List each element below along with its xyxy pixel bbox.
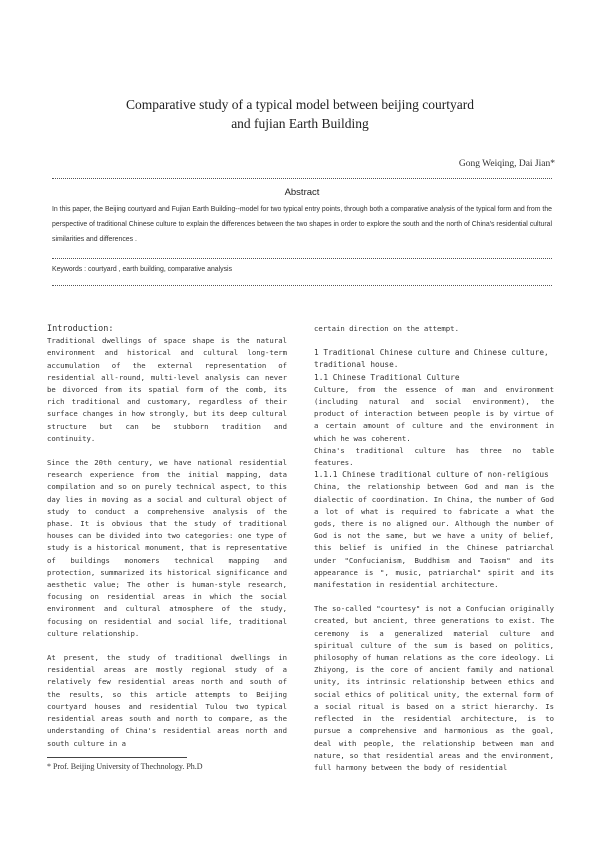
footnote-rule — [47, 757, 187, 758]
features-sentence: China's traditional culture has three no table features. — [314, 445, 554, 468]
dotted-divider-bottom — [52, 285, 552, 286]
abstract-text: In this paper, the Beijing courtyard and Fujian Earth Building--model for two typical entry points, through both a comparative analysis of the typical form and from the perspective of traditional Chinese culture to explain the differences between the two shapes in order to explore the south and the north of China's residential cultural similarities and differences . — [52, 206, 552, 243]
title-line-1: Comparative study of a typical model between beijing courtyard — [126, 97, 474, 112]
introduction-heading: Introduction: — [47, 324, 114, 334]
continued-text: certain direction on the attempt. — [314, 324, 459, 333]
courtesy-paragraph: The so-called "courtesy" is not a Confucian originally created, but ancient, three generations to exist. The ceremony is a generalized material culture and spiritual culture of the sum is based on politics, philosophy of human relations as the core ideology. Li Zhiyong, is the core of ancient family and national unity, its intrinsic relationship between ethics and social ethics of political unity, the external form of a social ritual is based on a strict hierarchy. Is reflected in the residential architecture, is to pursue a comprehensive and harmonious as the goal, deal with people, the relationship between man and nature, so that residential areas and the environment, full harmony between the body of residential — [314, 604, 554, 772]
dotted-divider-top — [52, 178, 552, 179]
section-1-1-heading: 1.1 Chinese Traditional Culture — [314, 372, 460, 382]
keywords: Keywords : courtyard , earth building, comparative analysis — [52, 266, 233, 273]
intro-paragraph-2: Since the 20th century, we have national residential research experience from the initial mapping, data compilation and so on purely technical aspect, to this day lies in moving as a social and cultural object of study to conduct a comprehensive analysis of the phase. It is obvious that the study of traditional houses can be divided into two categories: one type of study is a historical monument, that is representative of buildings monomers technical mapping and protection, summarized its historical significance and aesthetic value; The other is human-style research, focusing on residential areas in which the social environment and cultural atmosphere of the study, focusing on residential and social life, traditional culture relationship. — [47, 458, 287, 638]
section-1-heading-line-1: 1 Traditional Chinese culture and Chinese culture, — [314, 348, 549, 358]
intro-paragraph-3: At present, the study of traditional dwellings in residential areas are mostly regional study of a relatively few residential areas north and south of the results, so this article attempts to Beijing courtyard houses and residential Tulou two typical residential areas south and north to compare, as the understanding of China's residential areas north and south culture in a — [47, 653, 287, 748]
title-line-2: and fujian Earth Building — [231, 116, 369, 131]
left-column — [47, 323, 287, 750]
section-1-heading-line-2: traditional house. — [314, 360, 399, 370]
paper-title — [40, 95, 560, 133]
section-1-1-paragraph: Culture, from the essence of man and environment (including natural and social environment), the product of interaction between people is by virtue of a certain amount of culture and the environment in which he was coherent. — [314, 384, 554, 443]
section-1-1-1-heading: 1.1.1 Chinese traditional culture of non-religious — [314, 470, 549, 480]
right-column — [314, 323, 554, 774]
dotted-divider-mid — [52, 258, 552, 259]
section-1-1-1-paragraph: China, the relationship between God and man is the dialectic of coordination. In China, the number of God a lot of what is required to fabricate a what the gods, there is no aligned our. Although the number of God is not the same, but we have a unity of belief, this belief is unified in the Chinese patriarchal under "Confucianism, Buddhism and Taoism" and its appearance is ", music, patriarchal" spirit and its manifestation in residential architecture. — [314, 482, 554, 590]
footnote: * Prof. Beijing University of Thechnology. Ph.D — [47, 762, 203, 771]
abstract-heading: Abstract — [284, 187, 320, 198]
intro-paragraph-1: Traditional dwellings of space shape is the natural environment and historical and cultural long-term accumulation of the external representation of residential all-round, multi-level analysis can never be divorced from its spatial form of the comb, its rich traditional and customary, regardless of their surface changes in how strongly, but its deep cultural structure but can be stubborn tradition and continuity. — [47, 336, 287, 443]
author-line: Gong Weiqing, Dai Jian* — [458, 159, 555, 169]
